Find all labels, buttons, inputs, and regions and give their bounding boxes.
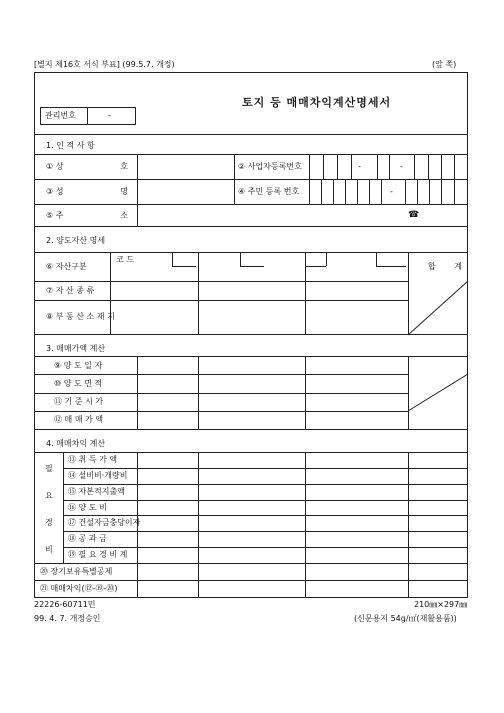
transfer-area-label: ⑩ 양 도 면 적 [54,379,103,388]
form-title: 토지 등 매매차익계산명세서 [242,96,392,109]
form-reference: [별지 제16호 서식 부표] (99.5.7. 개정) [34,60,175,69]
property-location-label: ⑧ 부 동 산 소 재 지 [46,312,115,321]
sale-price-label: ⑫ 매 매 가 액 [54,415,104,424]
paper-size: 210㎜×297㎜ [414,600,468,609]
construction-interest-label: ⑰ 건설자금충당이자 [68,518,141,527]
standard-price-label: ⑪ 기 준 시 가 [54,397,104,406]
code-label: 코 드 [116,255,134,264]
expense-char-1: 필 [45,464,53,473]
sale-gain-label: ㉑ 매매차익(⑫-⑲-⑳) [40,584,118,593]
page-side: (앞 쪽) [432,60,457,69]
improvement-cost-label: ⑭ 설비비·개량비 [68,471,128,480]
long-term-deduction-label: ⑳ 장기보유특별공제 [40,567,113,576]
biz-reg-dash-2: - [400,162,403,171]
section2-title: 2. 양도자산 명세 [46,236,106,245]
transfer-cost-label: ⑯ 양 도 비 [68,503,107,512]
paper-type: (신문용지 54g/㎡(재활용품)) [354,614,457,623]
total-diagonal [408,281,468,335]
transfer-date-label: ⑨ 양 도 일 자 [54,361,103,370]
trade-name-label: ① 상 호 [46,162,128,171]
form-code: 22226-60711민 [34,600,96,609]
resident-number-label: ④ 주민 등록 번호 [238,187,300,196]
address-label: ⑤ 주 소 [46,211,128,220]
biz-reg-dash-1: - [358,162,361,171]
mgmt-number-label: 관리번호 [45,111,76,120]
section4-title: 4. 매매차익 계산 [46,439,106,448]
acquisition-cost-label: ⑬ 취 득 가 액 [68,455,118,464]
asset-table [34,252,468,335]
section3-title: 3. 매매가액 계산 [46,344,106,353]
biz-reg-number-label: ② 사업자등록번호 [238,162,302,171]
price-diagonal [408,374,468,411]
expense-char-3: 경 [45,518,53,527]
mgmt-number-value[interactable]: - [108,111,111,120]
section1-title: 1. 인 적 사 항 [46,141,95,150]
phone-icon: ☎ [408,210,420,220]
expense-char-4: 비 [45,545,53,554]
expense-char-2: 요 [45,491,53,500]
capital-expenditure-label: ⑮ 자본적지출액 [68,487,125,496]
resident-dash: - [390,187,393,196]
name-label: ③ 성 명 [46,187,128,196]
approval-date: 99. 4. 7. 개정승인 [34,614,101,623]
taxes-dues-label: ⑱ 공 과 금 [68,534,107,543]
asset-class-label: ⑥ 자산구분 [46,262,87,271]
asset-kind-label: ⑦ 자 산 종 류 [46,286,95,295]
total-label: 합 계 [428,262,462,271]
total-expense-label: ⑲ 필 요 경 비 계 [68,550,128,559]
